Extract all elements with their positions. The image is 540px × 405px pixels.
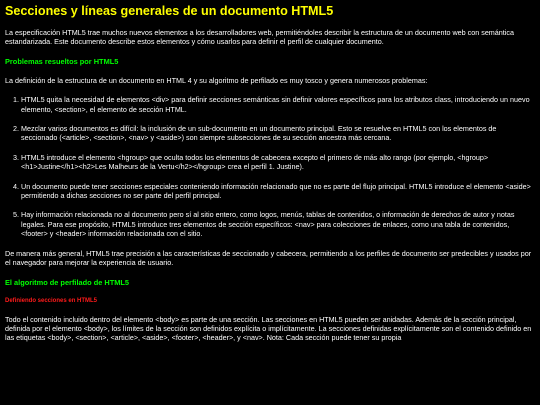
problems-intro-paragraph: La definición de la estructura de un documento en HTML 4 y su algoritmo de perfilado es muy tosco y genera numerosos problemas:: [5, 75, 428, 85]
problems-list-item: 4. Un documento puede tener secciones especiales conteniendo información relacionado que no es parte del flujo principal. HTML5 introduce el elemento <aside> permitiendo a dichas secciones no ser parte del perfil principal.: [21, 182, 534, 201]
problems-list-item: 1. HTML5 quita la necesidad de elementos <div> para definir secciones semánticas sin definir valores específicos para los atributos class, introduciendo un nuevo elemento, <section>, el elemento de sección HTML.: [21, 95, 534, 114]
problems-list-item: 2. Mezclar varios documentos es difícil: la inclusión de un sub-documento en un documento principal. Esto se resuelve en HTML5 con los elementos de seccionado (<article>, <section>, <nav> y <aside>) son siempre subsecciones de su sección ancestra más cercana.: [21, 124, 534, 143]
algorithm-heading: El algoritmo de perfilado de HTML5: [5, 277, 130, 287]
problems-list-item: 3. HTML5 introduce el elemento <hgroup> que oculta todos los elementos de cabecera excepto el primero de más alto rango (por ejemplo, <hgroup><h1>Justine</h1><h2>Les Malheurs de la Vertu</h2></hgroup> crea el perfil 1. Justine).: [21, 153, 534, 172]
problems-heading: Problemas resueltos por HTML5: [5, 56, 119, 66]
problems-summary-paragraph: De manera más general, HTML5 trae precisión a las características de seccionado y cabecera, permitiendo a los perfiles de documento ser predecibles y usados por el navegador para mejorar la experiencia de usuario.: [5, 248, 532, 268]
algorithm-paragraph: Todo el contenido incluido dentro del elemento <body> es parte de una sección. Las secciones en HTML5 pueden ser anidadas. Además de la sección principal, definida por el elemento <body>, los límites de la sección son definidos explícita o implícitamente. La secciones definidas explícitamente son el contenido definido en las etiquetas <body>, <section>, <article>, <aside>, <footer>, <header>, y <nav>. Nota: Cada sección puede tener su propia: [5, 314, 532, 343]
problems-list: [5, 95, 534, 238]
subsection-heading: Definiendo secciones en HTML5: [5, 297, 98, 304]
intro-paragraph: La especificación HTML5 trae muchos nuevos elementos a los desarrolladores web, permitiéndoles describir la estructura de un documento web con semántica estandarizada. Este documento describe estos elementos y cómo usarlos para definir el perfil de cualquier documento.: [5, 28, 514, 47]
problems-list-item: 5. Hay información relacionada no al documento pero sí al sitio entero, como logos, menús, tablas de contenidos, o información de derechos de autor y notas legales. Para ese propósito, HTML5 introduce tres elementos de sección específicos: <nav> para colecciones de enlaces, como una tabla de contenidos, <footer> y <header> información relacionada con el sitio.: [21, 210, 534, 238]
page-title: Secciones y líneas generales de un documento HTML5: [5, 4, 334, 18]
